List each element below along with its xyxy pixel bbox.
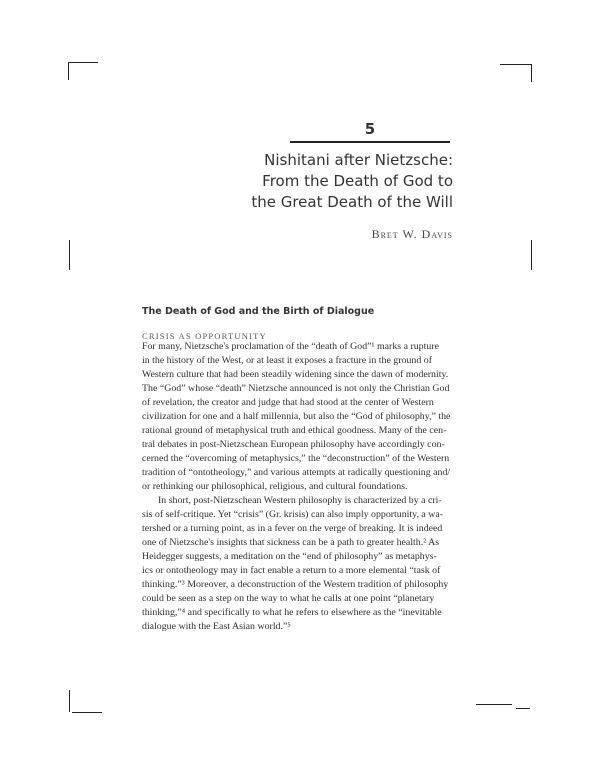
text-line: civilization for one and a half millennia, but also the “God of philosophy,” the <box>142 411 451 422</box>
text-line: The “God” whose “death” Nietzsche announced is not only the Christian God <box>142 383 450 394</box>
text-line: tral debates in post-Nietzschean European philosophy have accordingly con- <box>142 439 445 450</box>
text-line: in the history of the West, or at least it exposes a fracture in the ground of <box>142 355 432 366</box>
text-line: cerned the “overcoming of metaphysics,” the “deconstruction” of the Western <box>142 453 450 464</box>
body-text <box>142 340 458 634</box>
chapter-title-line-1: Nishitani after Nietzsche: <box>264 151 453 169</box>
text-line: Western culture that had been steadily widening since the dawn of modernity. <box>142 369 449 380</box>
paragraph-2 <box>142 494 458 634</box>
chapter-rule <box>290 141 450 143</box>
text-line: In short, post-Nietzschean Western philosophy is characterized by a cri- <box>158 495 442 506</box>
section-heading: The Death of God and the Birth of Dialogue <box>142 306 375 317</box>
paragraph-1 <box>142 340 458 494</box>
text-line: sis of self-critique. Yet “crisis” (Gr. krisis) can also imply opportunity, a wa- <box>142 509 444 520</box>
crop-mark-left-middle <box>69 240 70 270</box>
crop-mark-top-right <box>500 64 532 65</box>
text-line: tradition of “ontotheology,” and various attempts at radically questioning and/ <box>142 467 451 478</box>
text-line: tershed or a turning point, as in a fever on the verge of breaking. It is indeed <box>142 523 443 534</box>
chapter-title <box>133 150 453 213</box>
chapter-title-line-3: the Great Death of the Will <box>251 193 453 211</box>
crop-mark-right-middle <box>531 240 532 270</box>
crop-mark-bottom-right-2 <box>516 708 530 709</box>
text-line: thinking,”⁴ and specifically to what he refers to elsewhere as the “inevitable <box>142 607 442 618</box>
text-line: of revelation, the creator and judge that had stood at the center of Western <box>142 397 434 408</box>
text-line: rational ground of metaphysical truth and ethical goodness. Many of the cen- <box>142 425 447 436</box>
text-line: Heidegger suggests, a meditation on the “end of philosophy” as metaphys- <box>142 551 437 562</box>
author-name: Bret W. Davis <box>371 227 453 241</box>
crop-mark-top-left <box>68 62 98 63</box>
crop-mark-bottom-left <box>72 712 102 713</box>
text-line: one of Nietzsche's insights that sickness can be a path to greater health.² As <box>142 537 440 548</box>
chapter-title-line-2: From the Death of God to <box>262 172 453 190</box>
text-line: or rethinking our philosophical, religious, and cultural foundations. <box>142 481 408 492</box>
text-line: could be seen as a step on the way to what he calls at one point “planetary <box>142 593 435 604</box>
text-line: thinking.”³ Moreover, a deconstruction of the Western tradition of philosophy <box>142 579 449 590</box>
subsection-heading: CRISIS AS OPPORTUNITY <box>142 331 267 341</box>
crop-mark-bottom-left-vertical <box>69 690 70 712</box>
crop-mark-bottom-right <box>476 704 512 705</box>
text-line: dialogue with the East Asian world.”⁵ <box>142 621 291 632</box>
text-line: For many, Nietzsche's proclamation of the “death of God”¹ marks a rupture <box>142 341 439 352</box>
crop-mark-top-right-vertical <box>531 64 532 82</box>
crop-mark-top-left-vertical <box>68 62 69 80</box>
text-line: ics or ontotheology may in fact enable a return to a more elemental “task of <box>142 565 441 576</box>
chapter-number: 5 <box>364 120 376 138</box>
